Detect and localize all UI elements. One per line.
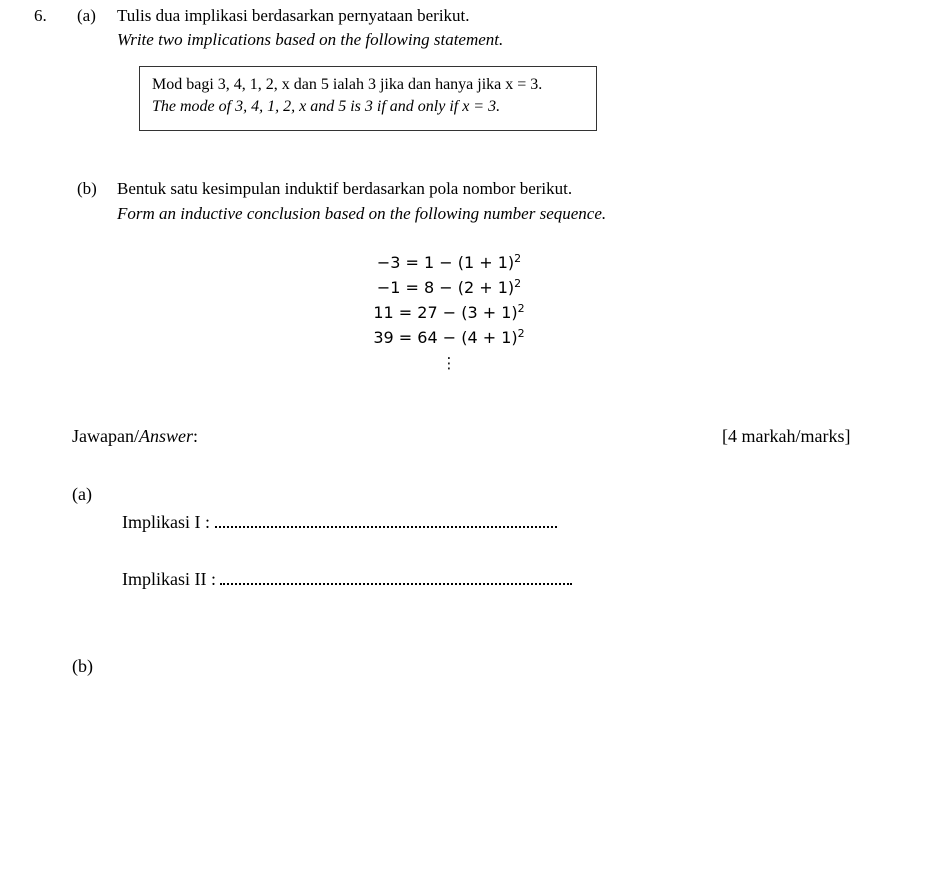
implikasi-2-label: Implikasi II : <box>122 569 216 589</box>
marks-label: [4 markah/marks] <box>722 426 851 446</box>
sequence-line-3: $11 = 27 - (3 + 1)^2$ <box>373 302 525 322</box>
part-b-instruction-en: Form an inductive conclusion based on the following number sequence. <box>117 204 607 223</box>
answer-part-a-label: (a) <box>72 484 92 504</box>
statement-en: The mode of 3, 4, 1, 2, x and 5 is 3 if and only if x = 3. <box>152 98 501 115</box>
implikasi-1-label: Implikasi I : <box>122 512 210 532</box>
sequence-line-4: $39 = 64 - (4 + 1)^2$ <box>373 327 525 347</box>
part-a-label: (a) <box>77 6 96 25</box>
statement-ms: Mod bagi 3, 4, 1, 2, x dan 5 ialah 3 jika dan hanya jika x = 3. <box>152 76 543 93</box>
answer-heading: Jawapan/Answer: <box>72 426 198 446</box>
sequence-continuation: ⋮ <box>441 354 457 372</box>
implikasi-1-row <box>122 512 557 533</box>
part-a-instruction-ms: Tulis dua implikasi berdasarkan pernyataan berikut. <box>117 6 470 25</box>
statement-box <box>139 66 597 131</box>
implikasi-2-row <box>122 569 572 590</box>
implikasi-2-answer-line[interactable] <box>220 570 572 585</box>
answer-part-b-label: (b) <box>72 656 93 676</box>
sequence-line-1: $-3 = 1 - (1 + 1)^2$ <box>376 252 522 272</box>
question-number: 6. <box>34 6 47 25</box>
sequence-line-2: $-1 = 8 - (2 + 1)^2$ <box>376 277 522 297</box>
part-b-label: (b) <box>77 179 97 198</box>
part-b-instruction-ms: Bentuk satu kesimpulan induktif berdasarkan pola nombor berikut. <box>117 179 573 198</box>
part-a-instruction-en: Write two implications based on the following statement. <box>117 30 504 49</box>
implikasi-1-answer-line[interactable] <box>215 513 557 528</box>
